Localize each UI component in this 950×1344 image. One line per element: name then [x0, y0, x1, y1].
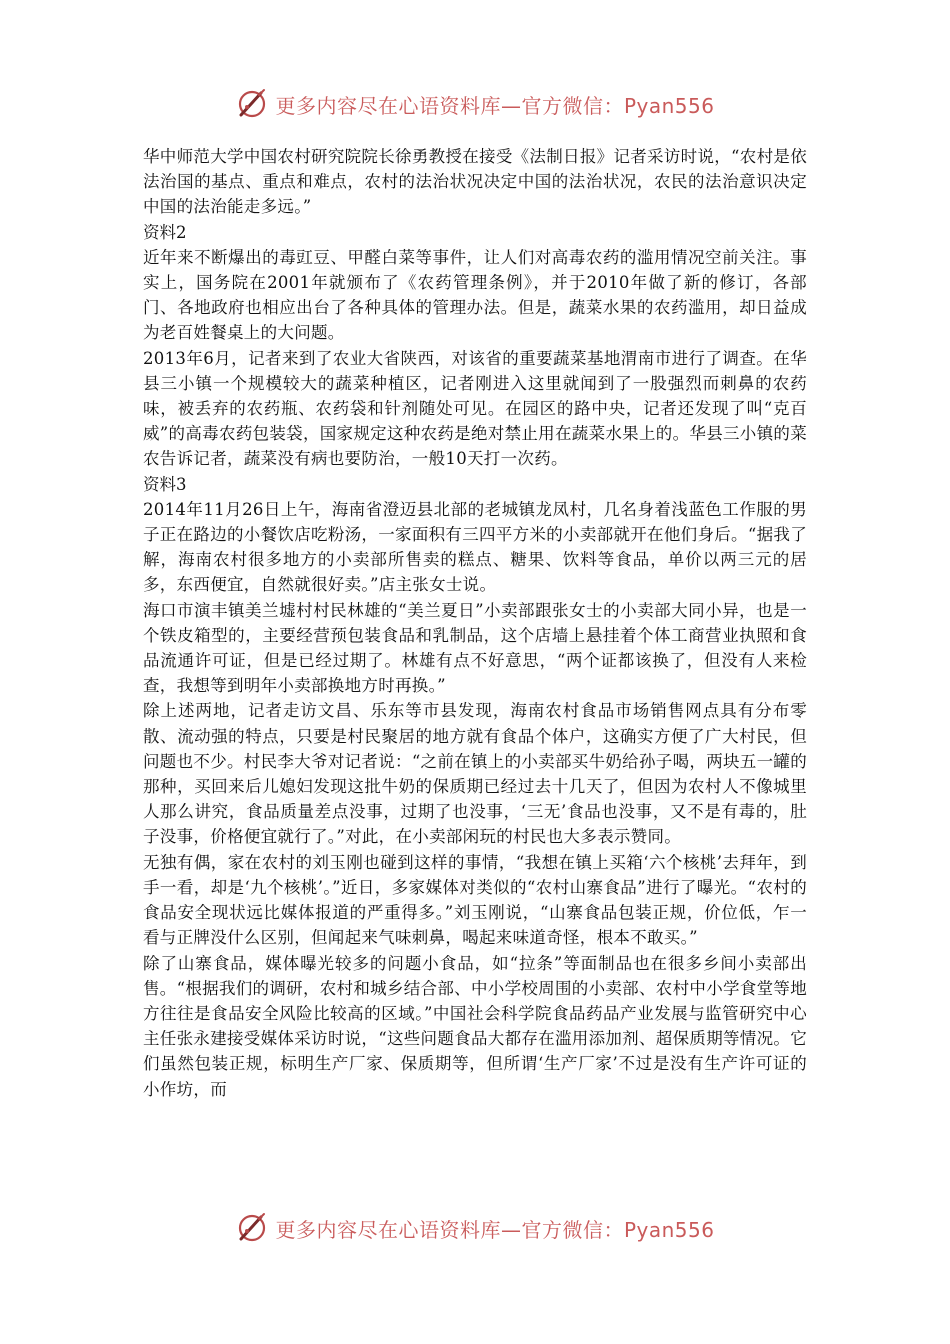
- paragraph-7: 无独有偶，家在农村的刘玉刚也碰到这样的事情，“我想在镇上买箱‘六个核桃’去拜年，到手一看，却是‘九个核桃’。”近日，多家媒体对类似的“农村山寨食品”进行了曝光。“农村的食品安全现状远比媒体报道的严重得多。”刘玉刚说，“山寨食品包装正规，价位低，乍一看与正牌没什么区别，但闻起来气味刺鼻，喝起来味道奇怪，根本不敢买。”: [143, 852, 807, 948]
- footer-text: 更多内容尽在心语资料库—官方微信：Pyan556: [275, 1217, 715, 1242]
- paragraph-1: 华中师范大学中国农村研究院院长徐勇教授在接受《法制日报》记者采访时说，“农村是依法治国的基点、重点和难点，农村的法治状况决定中国的法治状况，农民的法治意识决定中国的法治能走多远。”: [143, 147, 807, 217]
- paragraph-5: 海口市演丰镇美兰墟村村民林雄的“美兰夏日”小卖部跟张女士的小卖部大同小异，也是一个铁皮箱型的，主要经营预包装食品和乳制品，这个店墙上悬挂着个体工商营业执照和食品流通许可证，但是已经过期了。林雄有点不好意思，“两个证都该换了，但没有人来检查，我想等到明年小卖部换地方时再换。”: [143, 600, 807, 696]
- paragraph-4: 2014年11月26日上午，海南省澄迈县北部的老城镇龙凤村，几名身着浅蓝色工作服的男子正在路边的小餐饮店吃粉汤，一家面积有三四平方米的小卖部就开在他们身后。“据我了解，海南农村很多地方的小卖部所售卖的糕点、糖果、饮料等食品，单价以两三元的居多，东西便宜，自然就很好卖。”店主张女士说。: [143, 499, 807, 595]
- paragraph-3: 2013年6月，记者来到了农业大省陕西，对该省的重要蔬菜基地渭南市进行了调查。在华县三小镇一个规模较大的蔬菜种植区，记者刚进入这里就闻到了一股强烈而刺鼻的农药味，被丢弃的农药瓶、农药袋和针剂随处可见。在园区的路中央，记者还发现了叫“克百威”的高毒农药包装袋，国家规定这种农药是绝对禁止用在蔬菜水果上的。华县三小镇的菜农告诉记者，蔬菜没有病也要防治，一般10天打一次药。: [143, 348, 807, 469]
- footer-banner: [0, 1208, 950, 1248]
- paragraph-2: 近年来不断爆出的毒豇豆、甲醛白菜等事件，让人们对高毒农药的滥用情况空前关注。事实上，国务院在2001年就颁布了《农药管理条例》，并于2010年做了新的修订，各部门、各地政府也相应出台了各种具体的管理办法。但是，蔬菜水果的农药滥用，却日益成为老百姓餐桌上的大问题。: [143, 247, 807, 343]
- header-banner: [0, 84, 950, 124]
- pen-logo-icon: [235, 87, 269, 121]
- paragraph-6: 除上述两地，记者走访文昌、乐东等市县发现，海南农村食品市场销售网点具有分布零散、流动强的特点，只要是村民聚居的地方就有食品个体户，这确实方便了广大村民，但问题也不少。村民李大爷对记者说：“之前在镇上的小卖部买牛奶给孙子喝，两块五一罐的那种，买回来后儿媳妇发现这批牛奶的保质期已经过去十几天了，但因为农村人不像城里人那么讲究，食品质量差点没事，过期了也没事，‘三无’食品也没事，又不是有毒的，肚子没事，价格便宜就行了。”对此，在小卖部闲玩的村民也大多表示赞同。: [143, 701, 807, 847]
- pen-logo-icon: [235, 1211, 269, 1245]
- header-text: 更多内容尽在心语资料库—官方微信：Pyan556: [275, 93, 715, 118]
- section-label-3: 资料3: [143, 474, 187, 494]
- paragraph-8: 除了山寨食品，媒体曝光较多的问题小食品，如“拉条”等面制品也在很多乡间小卖部出售。“根据我们的调研，农村和城乡结合部、中小学校周围的小卖部、农村中小学食堂等地方往往是食品安全风险比较高的区域。”中国社会科学院食品药品产业发展与监管研究中心主任张永建接受媒体采访时说，“这些问题食品大都存在滥用添加剂、超保质期等情况。它们虽然包装正规，标明生产厂家、保质期等，但所谓‘生产厂家’不过是没有生产许可证的小作坊，而: [143, 953, 807, 1099]
- document-body: [143, 144, 807, 1102]
- section-label-2: 资料2: [143, 222, 187, 242]
